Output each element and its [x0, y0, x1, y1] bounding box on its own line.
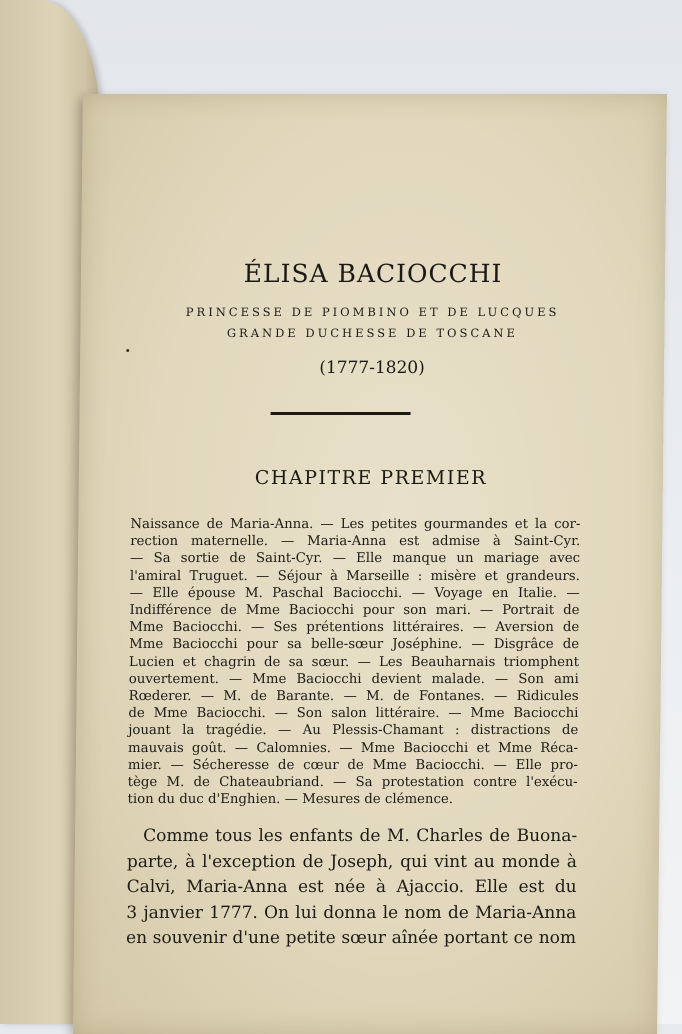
body-paragraph [126, 824, 577, 952]
summary-line: Indifférence de Mme Baciocchi pour son mari. — Portrait de [129, 603, 580, 619]
summary-line: — Sa sortie de Saint-Cyr. — Elle manque un mariage avec [129, 551, 581, 567]
body-line: Calvi, Maria-Anna est née à Ajaccio. Elle est du [126, 877, 577, 897]
life-years: (1777-1820) [319, 358, 425, 378]
summary-line: mier. — Sécheresse de cœur de Mme Baciocchi. — Elle pro- [127, 757, 578, 773]
subtitle-line-2: GRANDE DUCHESSE DE TOSCANE [226, 326, 519, 340]
summary-line: mauvais goût. — Calomnies. — Mme Baciocchi et Mme Réca- [127, 740, 579, 756]
summary-line: Lucien et chagrin de sa sœur. — Les Beauharnais triomphent [128, 654, 580, 670]
summary-line: l'amiral Truguet. — Séjour à Marseille : misère et grandeurs. [129, 568, 580, 584]
summary-line: de Mme Baciocchi. — Son salon littéraire. — Mme Baciocchi [128, 706, 579, 722]
body-line: en souvenir d'une petite sœur aînée portant ce nom [125, 928, 577, 948]
horizontal-rule [271, 412, 411, 415]
chapter-heading: CHAPITRE PREMIER [254, 467, 488, 489]
summary-line: Rœderer. — M. de Barante. — M. de Fontanes. — Ridicules [128, 689, 579, 705]
summary-line: Mme Baciocchi pour sa belle-sœur Joséphine. — Disgrâce de [129, 637, 580, 653]
body-line: 3 janvier 1777. On lui donna le nom de Maria-Anna [126, 902, 577, 923]
subtitle-line-1: PRINCESSE DE PIOMBINO ET DE LUCQUES [185, 305, 560, 319]
body-line: Comme tous les enfants de M. Charles de Buona- [143, 826, 578, 846]
summary-line: — Elle épouse M. Paschal Baciocchi. — Voyage en Italie. — [129, 585, 580, 601]
summary-line: Naissance de Maria-Anna. — Les petites gourmandes et la cor- [130, 517, 581, 532]
summary-line: rection maternelle. — Maria-Anna est admise à Saint-Cyr. [130, 534, 581, 550]
summary-line: Mme Baciocchi. — Ses prétentions littéraires. — Aversion de [129, 620, 580, 636]
page-title: ÉLISA BACIOCCHI [243, 259, 503, 288]
summary-line: tège M. de Chateaubriand. — Sa protestation contre l'exécu- [127, 775, 578, 791]
book-page [73, 94, 667, 1034]
summary-line: ouvertement. — Mme Baciocchi devient malade. — Son ami [128, 671, 579, 687]
summary-line: tion du duc d'Enghien. — Mesures de clémence. [127, 792, 454, 808]
body-line: parte, à l'exception de Joseph, qui vint au monde à [126, 851, 577, 872]
summary-line: jouant la tragédie. — Au Plessis-Chamant : distractions de [128, 723, 579, 739]
ink-speck [126, 349, 129, 352]
chapter-summary [127, 516, 580, 808]
